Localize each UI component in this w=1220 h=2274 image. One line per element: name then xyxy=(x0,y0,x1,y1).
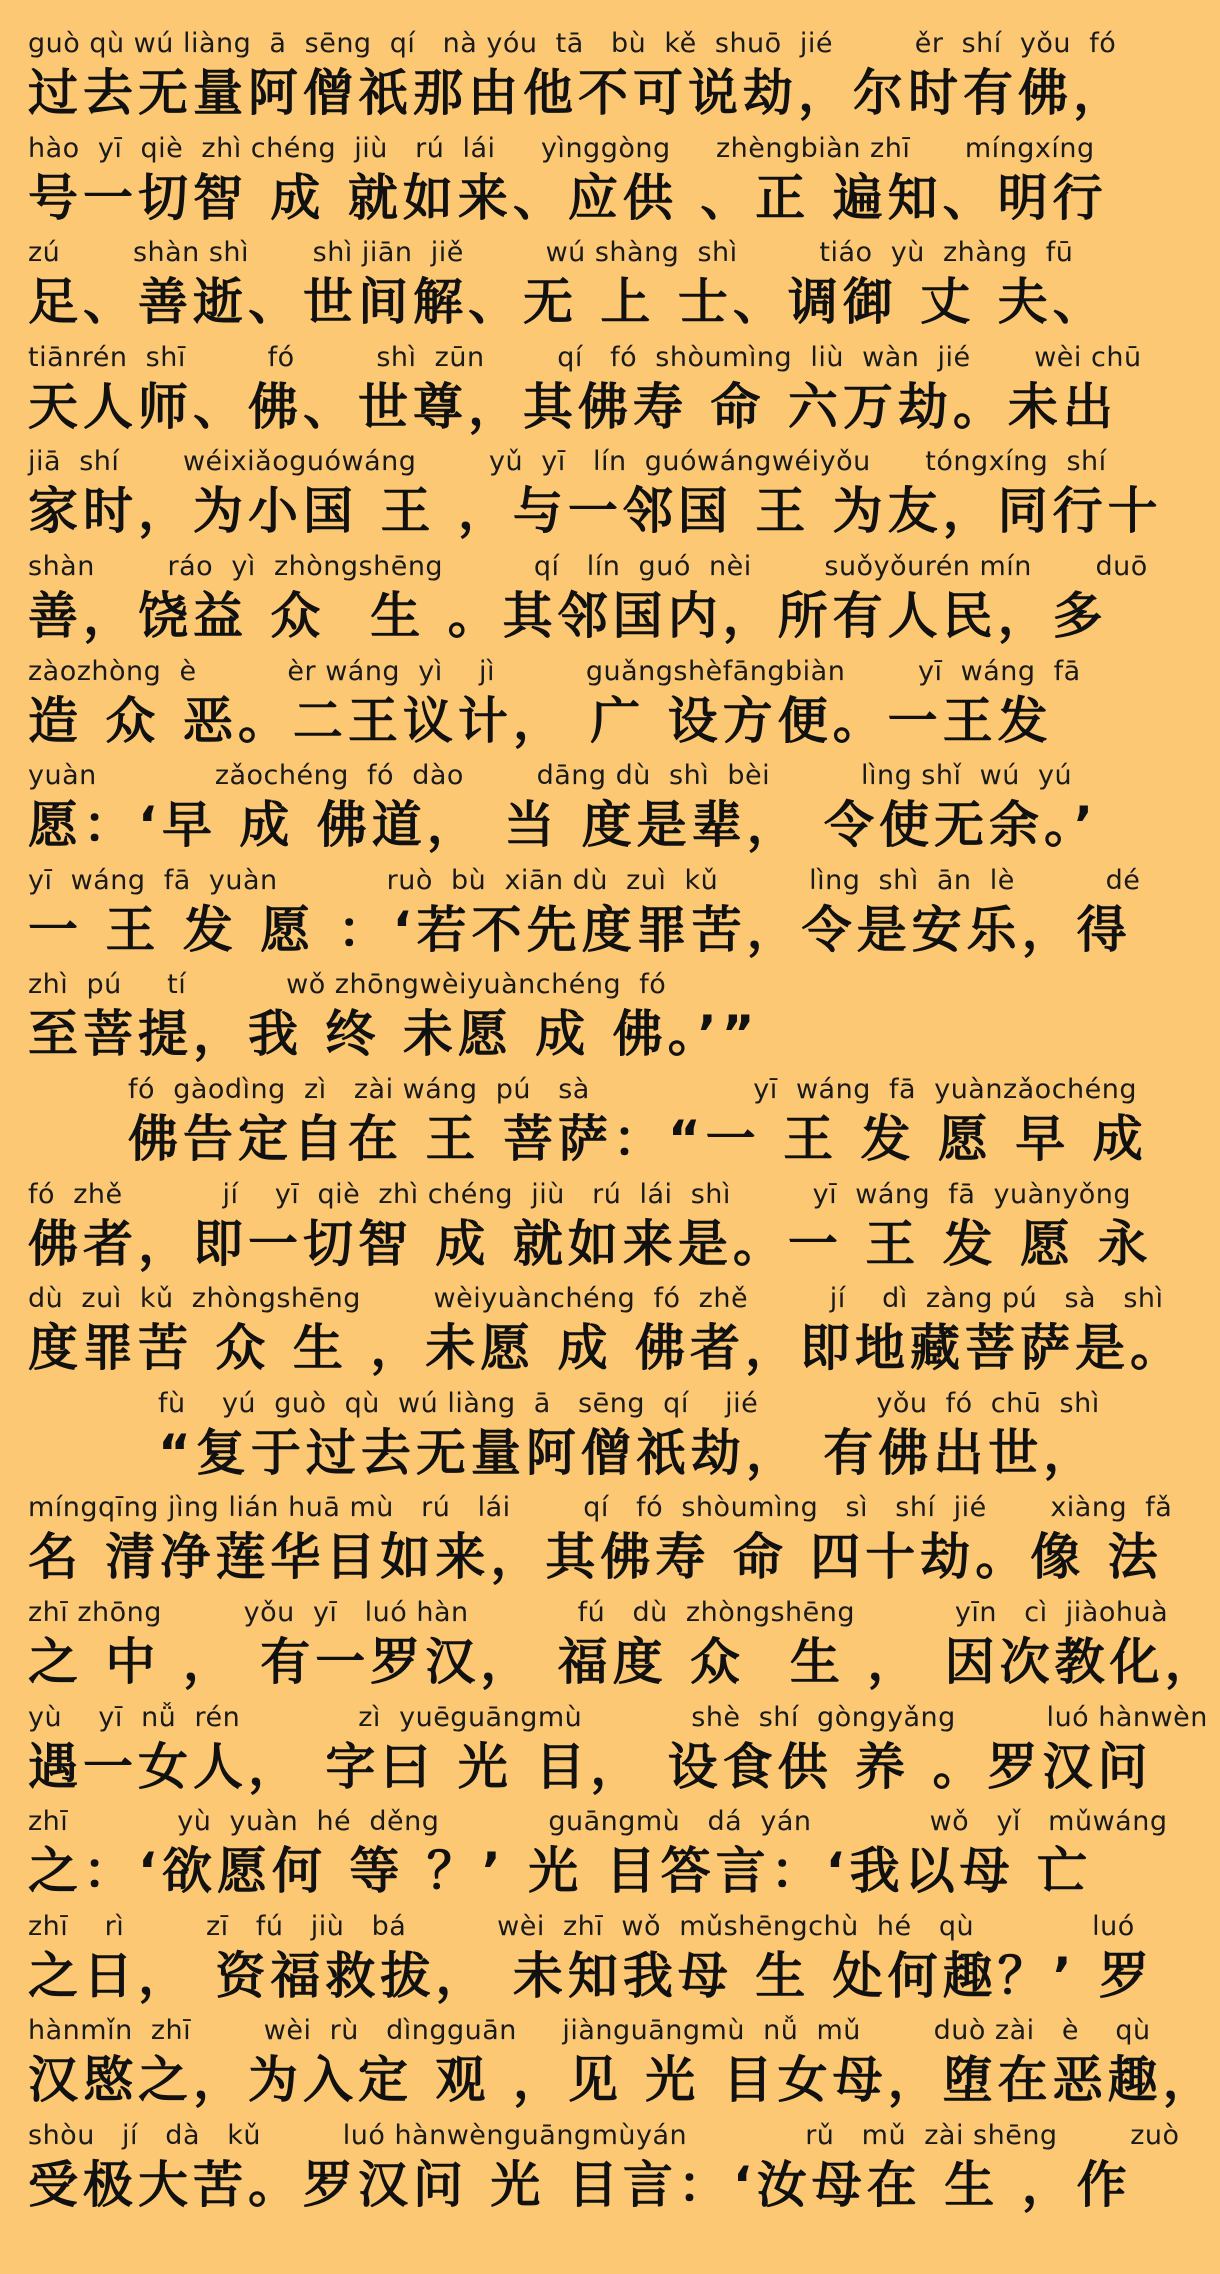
pinyin-row: zú shàn shì shì jiān jiě wú shàng shì tiáo yù zhàng fū xyxy=(28,237,1074,269)
text-line xyxy=(28,444,1163,549)
text-line xyxy=(28,1490,1173,1595)
hanzi-row: 佛者，即一切智 成 就如来是。一 王 发 愿 永 xyxy=(28,1214,1153,1273)
hanzi-row: 一 王 发 愿 ：‘若不先度罪苦，令是安乐，得 xyxy=(28,900,1132,959)
pinyin-row: yī wáng fā yuàn ruò bù xiān dù zuì kǔ lìng shì ān lè dé xyxy=(28,864,1141,896)
text-line xyxy=(28,549,1148,654)
text-line xyxy=(28,1072,1148,1177)
text-line xyxy=(28,131,1108,236)
text-line xyxy=(28,1595,1220,1700)
hanzi-row: 愿：‘早 成 佛道， 当 度是辈， 令使无余。’ xyxy=(28,796,1099,855)
pinyin-row: yuàn zǎochéng fó dào dāng dù shì bèi lìng shǐ wú yú xyxy=(28,760,1073,792)
text-line xyxy=(28,654,1081,759)
text-line xyxy=(28,235,1108,340)
pinyin-row: zhì pú tí wǒ zhōngwèiyuànchéng fó xyxy=(28,969,667,1001)
hanzi-row: 足、善逝、世间解、无 上 士、调御 丈 夫、 xyxy=(28,273,1108,332)
hanzi-row: 善，饶益 众 生 。其邻国内，所有人民，多 xyxy=(28,586,1108,645)
hanzi-row: 家时，为小国 王 ，与一邻国 王 为友，同行十 xyxy=(28,482,1163,541)
hanzi-row: 之 中 ， 有一罗汉， 福度 众 生 ， 因次教化， xyxy=(28,1632,1220,1691)
text-line xyxy=(28,758,1099,863)
text-line xyxy=(28,1700,1208,1805)
text-line xyxy=(28,26,1128,131)
text-line xyxy=(28,967,1054,1072)
hanzi-row: 过去无量阿僧祇那由他不可说劫，尔时有佛， xyxy=(28,64,1128,122)
pinyin-row: hànmǐn zhī wèi rù dìngguān jiànguāngmù nǚ mǔ duò zài è qù xyxy=(28,2015,1151,2047)
pinyin-row: fó zhě jí yī qiè zhì chéng jiù rú lái shì yī wáng fā yuànyǒng xyxy=(28,1178,1132,1210)
pinyin-row: míngqīng jìng lián huā mù rú lái qí fó shòumìng sì shí jié xiàng fǎ xyxy=(28,1492,1173,1524)
text-line xyxy=(28,1386,1100,1491)
pinyin-row: guò qù wú liàng ā sēng qí nà yóu tā bù kě shuō jié ěr shí yǒu fó xyxy=(28,28,1117,59)
text-line xyxy=(28,1804,1168,1909)
pinyin-row: zhī yù yuàn hé děng guāngmù dá yán wǒ yǐ mǔwáng xyxy=(28,1806,1168,1838)
hanzi-row: 至菩提，我 终 未愿 成 佛。’” xyxy=(28,1005,760,1064)
pinyin-row: dù zuì kǔ zhòngshēng wèiyuànchéng fó zhě jí dì zàng pú sà shì xyxy=(28,1283,1164,1315)
text-line xyxy=(28,2013,1218,2118)
hanzi-row: 受极大苦。罗汉问 光 目言：‘汝母在 生 ，作 xyxy=(28,2155,1132,2214)
hanzi-row: 名 清净莲华目如来，其佛寿 命 四十劫。像 法 xyxy=(28,1528,1163,1587)
pinyin-row: fó gàodìng zì zài wáng pú sà yī wáng fā yuànzǎochéng xyxy=(128,1073,1138,1105)
pinyin-row: hào yī qiè zhì chéng jiù rú lái yìnggòng zhèngbiàn zhī míngxíng xyxy=(28,132,1095,164)
text-line xyxy=(28,2118,1180,2223)
text-line xyxy=(28,863,1141,968)
pinyin-row: zàozhòng è èr wáng yì jì guǎngshèfāngbiàn yī wáng fā xyxy=(28,655,1081,687)
text-line xyxy=(28,1909,1155,2014)
hanzi-row: 遇一女人， 字曰 光 目， 设食供 养 。罗汉问 xyxy=(28,1737,1153,1796)
hanzi-row: 造 众 恶。二王议计， 广 设方便。一王发 xyxy=(28,691,1053,750)
pinyin-row: tiānrén shī fó shì zūn qí fó shòumìng liù wàn jié wèi chū xyxy=(28,341,1142,373)
text-line xyxy=(28,1281,1186,1386)
hanzi-row: “复于过去无量阿僧祇劫， 有佛出世， xyxy=(158,1423,1099,1482)
hanzi-row: 度罪苦 众 生 ，未愿 成 佛者，即地藏菩萨是。 xyxy=(28,1319,1186,1378)
pinyin-row: yù yī nǚ rén zì yuēguāngmù shè shí gòngyǎng luó hànwèn xyxy=(28,1701,1208,1733)
hanzi-row: 佛告定自在 王 菩萨：“一 王 发 愿 早 成 xyxy=(128,1109,1148,1168)
pinyin-row: zhī zhōng yǒu yī luó hàn fú dù zhòngshēng yīn cì jiàohuà xyxy=(28,1596,1169,1628)
pinyin-row: zhī rì zī fú jiù bá wèi zhī wǒ mǔshēngchù hé qù luó xyxy=(28,1910,1135,1942)
hanzi-row: 号一切智 成 就如来、应供 、正 遍知、明行 xyxy=(28,168,1108,227)
text-line xyxy=(28,1177,1153,1282)
hanzi-row: 天人师、佛、世尊，其佛寿 命 六万劫。未出 xyxy=(28,377,1118,436)
pinyin-row: jiā shí wéixiǎoguówáng yǔ yī lín guówángwéiyǒu tóngxíng shí xyxy=(28,446,1107,478)
pinyin-row: fù yú guò qù wú liàng ā sēng qí jié yǒu fó chū shì xyxy=(158,1387,1100,1419)
pinyin-row: shòu jí dà kǔ luó hànwènguāngmùyán rǔ mǔ zài shēng zuò xyxy=(28,2119,1180,2151)
hanzi-row: 之日， 资福救拔， 未知我母 生 处何趣？’ 罗 xyxy=(28,1946,1155,2005)
pinyin-row: shàn ráo yì zhòngshēng qí lín guó nèi suǒyǒurén mín duō xyxy=(28,550,1148,582)
text-line xyxy=(28,340,1142,445)
hanzi-row: 汉愍之，为入定 观 ，见 光 目女母，堕在恶趣， xyxy=(28,2051,1218,2110)
hanzi-row: 之：‘欲愿何 等 ？’ 光 目答言：‘我以母 亡 xyxy=(28,1842,1093,1901)
